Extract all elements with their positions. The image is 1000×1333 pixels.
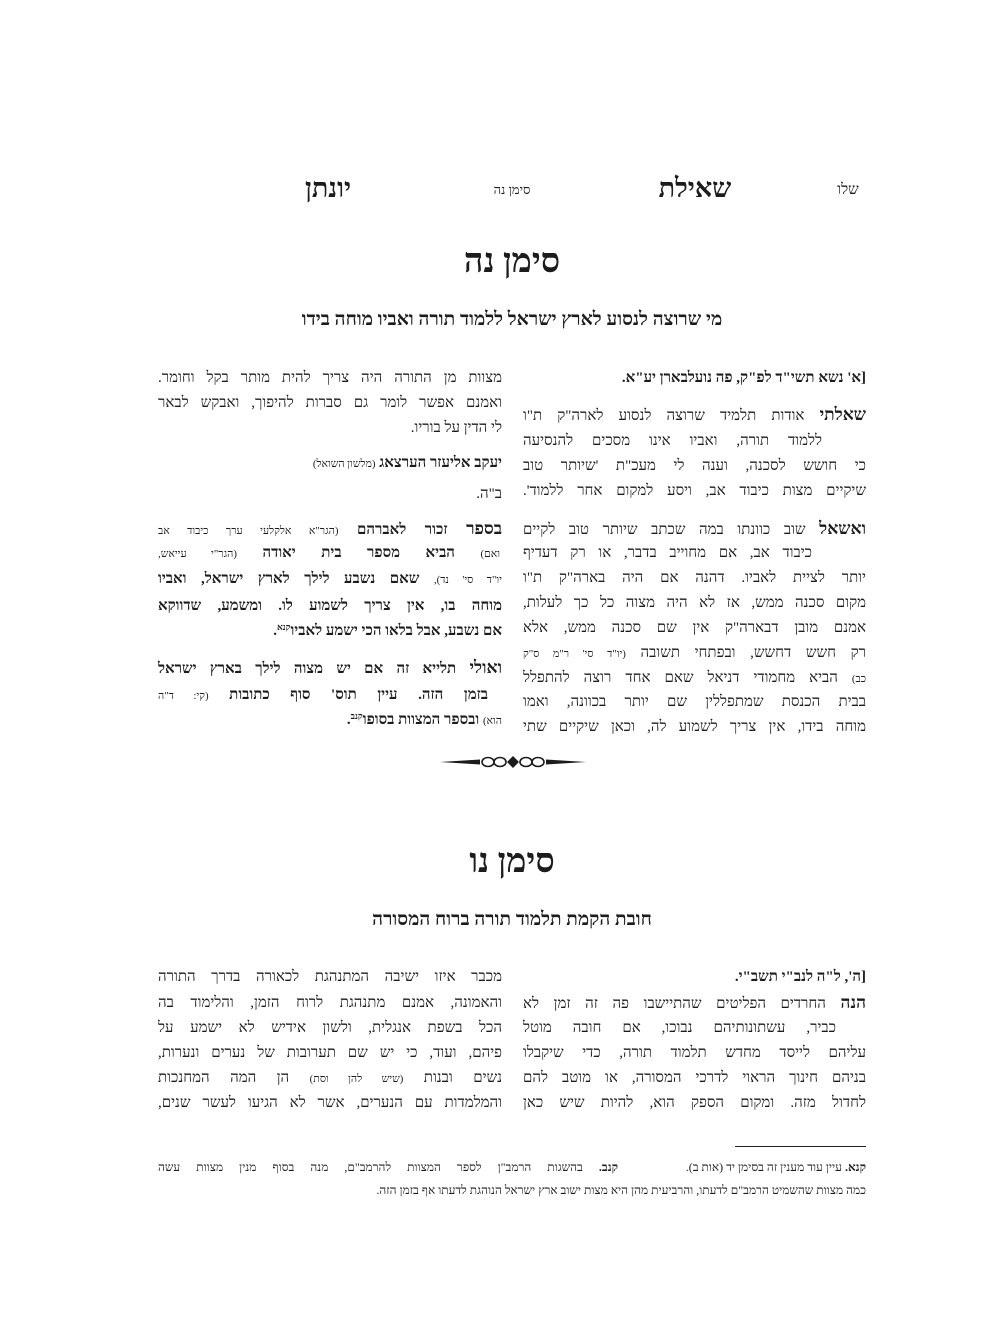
text-span: אודות תלמיד שרוצה לנסוע לארה"ק ת"ו (523, 408, 805, 424)
text-span: הביא מחמודי דניאל שאם אחד רוצה להתפלל (523, 670, 838, 686)
text-span: החרדים הפליטים שהתיישבו פה זה זמן לא (523, 996, 826, 1012)
signature-note: (מלשון השואל) (312, 458, 376, 470)
running-title-right: שאילת (658, 173, 732, 203)
text-line: הכל בשפת אנגלית, ולשון אידיש לא ישמע על (158, 1020, 502, 1036)
text-line (158, 621, 502, 641)
footnote-marker: קנא. (844, 1160, 866, 1174)
citation: (קי: ד"ה (158, 690, 209, 702)
text-line: ואמנם אפשר לומר גם סברות להיפוך, ואבקש לבאר (158, 395, 502, 411)
text-line: כיבוד אב, אם מחוייב בדבר, או רק דעדיף (523, 545, 812, 561)
page-number: שלו (837, 182, 859, 198)
ornament-divider (440, 752, 586, 772)
dateline: [א' נשא תשי"ד לפ"ק, פה נועלבארן יע"א. (621, 370, 866, 386)
citation: (יו"ד סי' ר"מ ס"ק (523, 648, 626, 660)
opening-word: ואולי (469, 658, 503, 677)
text-line: והאמונה, אמנם מתנהגת לרוח הזמן, והלימוד בה (158, 995, 502, 1011)
text-line: כביר, עשתונותיהם נבוכו, אם חובה מוטל (523, 1020, 836, 1036)
text-line: פיהם, ועוד, כי יש שם תערובות של נערים ונערות, (158, 1045, 502, 1061)
text-line: לי הדין על בוריו. (410, 420, 502, 436)
citation: ואם) (480, 548, 501, 560)
citation: יו"ד סי' נד), (433, 574, 502, 586)
text-line: מקום סכנה ממש, אז לא היה מצוה כל כך לעלות, (523, 595, 866, 611)
text-line (158, 569, 502, 589)
text-span: רק חשש דחשש, ובפתחי תשובה (640, 645, 866, 661)
text-line (158, 710, 502, 730)
opening-word: ואשאל (819, 519, 866, 538)
text-span: שאם נשבע לילך לארץ ישראל, ואביו (158, 571, 420, 587)
citation: הוא) (482, 715, 502, 727)
text-span: אם נשבע, אבל בלאו הכי ישמע לאביו (290, 623, 502, 639)
opening-word: בספר (466, 519, 503, 538)
text-span: שוב כוונתו במה שכתב שיותר טוב לקיים (523, 522, 806, 538)
footnote-rule (735, 1146, 866, 1147)
text-span: . (273, 623, 277, 639)
footnote-ref: קנב (350, 711, 363, 722)
section-subtitle: מי שרוצה לנסוע לארץ ישראל ללמוד תורה ואביו מוחה בידו (301, 309, 723, 330)
text-line (158, 685, 488, 705)
citation: (שיש להן וסת) (309, 1073, 404, 1085)
section-title: סימן נו (469, 843, 555, 880)
opening-word: שאלתי (819, 405, 866, 424)
reply-opening: ב"ה. (476, 486, 502, 502)
text-line: מכבר איזו ישיבה המתנהגת לכאורה בדרך התורה (158, 969, 502, 985)
text-line: כי חושש לסכנה, וענה לי מעכ"ת 'שיותר טוב (523, 458, 866, 474)
text-line (158, 519, 502, 539)
footnote-ref: קנא (276, 622, 291, 633)
text-span: זכור לאברהם (357, 522, 448, 538)
running-title-left: יונתן (304, 173, 352, 203)
text-line: והמלמדות עם הנערים, אשר לא הגיעו לעשר שנים, (158, 1095, 502, 1111)
text-line: מוחה בו, אין צריך לשמוע לו. ומשמע, שדווקא (158, 598, 502, 614)
footnote-continuation: כמה מצוות שהשמיט הרמב"ם לדעתו, והרביעית מהן היא מצות ישוב ארץ ישראל הנוהגת לדעתו אף בזמן הזה. (376, 1183, 866, 1197)
footnote (158, 1158, 618, 1176)
footnote-text: עיין עוד מענין זה בסימן יד (אות ב). (685, 1160, 842, 1174)
footnote-text: בהשגות הרמב"ן לספר המצוות להרמב"ם, מנה בסוף מנין מצוות עשה (158, 1160, 583, 1174)
ornament-icon (440, 752, 586, 772)
opening-word: הנה (840, 993, 866, 1012)
signature: יעקב אליעזר הערצאג (379, 455, 502, 471)
text-line (523, 405, 866, 425)
section-subtitle: חובת הקמת תלמוד תורה ברוח המסורה (372, 909, 652, 930)
section-title: סימן נה (463, 243, 561, 280)
text-line (158, 1068, 502, 1088)
running-section-label: סימן נה (493, 182, 531, 197)
text-line (158, 543, 500, 563)
text-span: תלייא זה אם יש מצוה לילך בארץ ישראל (158, 661, 457, 677)
text-line (523, 643, 866, 663)
text-line: מוחה בידו, אין צריך לשמוע לה, וכאן שיקיים שתי (523, 719, 866, 735)
text-line (158, 658, 502, 678)
text-line (523, 668, 866, 688)
citation: (הגר"א אלקלעי ערך כיבוד אב (158, 525, 339, 537)
text-span: נשים ובנות (423, 1070, 502, 1086)
text-span: ובספר המצוות בסופו (362, 712, 480, 728)
text-span: . (346, 712, 351, 728)
text-span: הן המה המחנכות (158, 1070, 290, 1086)
text-line (523, 993, 866, 1013)
text-line: מצוות מן התורה היה צריך להית מותר בקל וחומר. (158, 370, 502, 386)
text-line: עליהם לייסד מחדש תלמוד תורה, כדי שיקבלו (523, 1045, 866, 1061)
text-span: בזמן הזה. עיין תוס' סוף כתובות (229, 687, 489, 703)
text-line: ללמוד תורה, ואביו אינו מסכים להנסיעה (523, 433, 822, 449)
text-span: הביא מספר בית יאודה (262, 545, 455, 561)
text-line (523, 519, 866, 539)
text-line: לחדול מזה. ומקום הספק הוא, להיות שיש כאן (523, 1095, 866, 1111)
text-line: בניהם חינוך הראוי לדרכי המסורה, או מוטב להם (523, 1070, 866, 1086)
citation: (הגר"י עייאש, (158, 548, 237, 560)
text-line: שיקיים מצות כיבוד אב, ויסע למקום אחר ללמוד'. (523, 483, 866, 499)
footnote (630, 1158, 866, 1176)
text-line: אמנם מובן דבארה"ק אין שם סכנה ממש, אלא (523, 620, 866, 636)
text-line: בבית הכנסת שמתפללין שם יותר בכוונה, ואמו (523, 694, 866, 710)
signature-line (158, 453, 502, 473)
citation: כב) (851, 673, 866, 685)
dateline: [ה', ל"ה לנב"י תשב"י. (734, 969, 866, 985)
text-line: יותר לציית לאביו. דהנה אם היה בארה"ק ת"ו (523, 570, 866, 586)
footnote-marker: קנב. (598, 1160, 619, 1174)
